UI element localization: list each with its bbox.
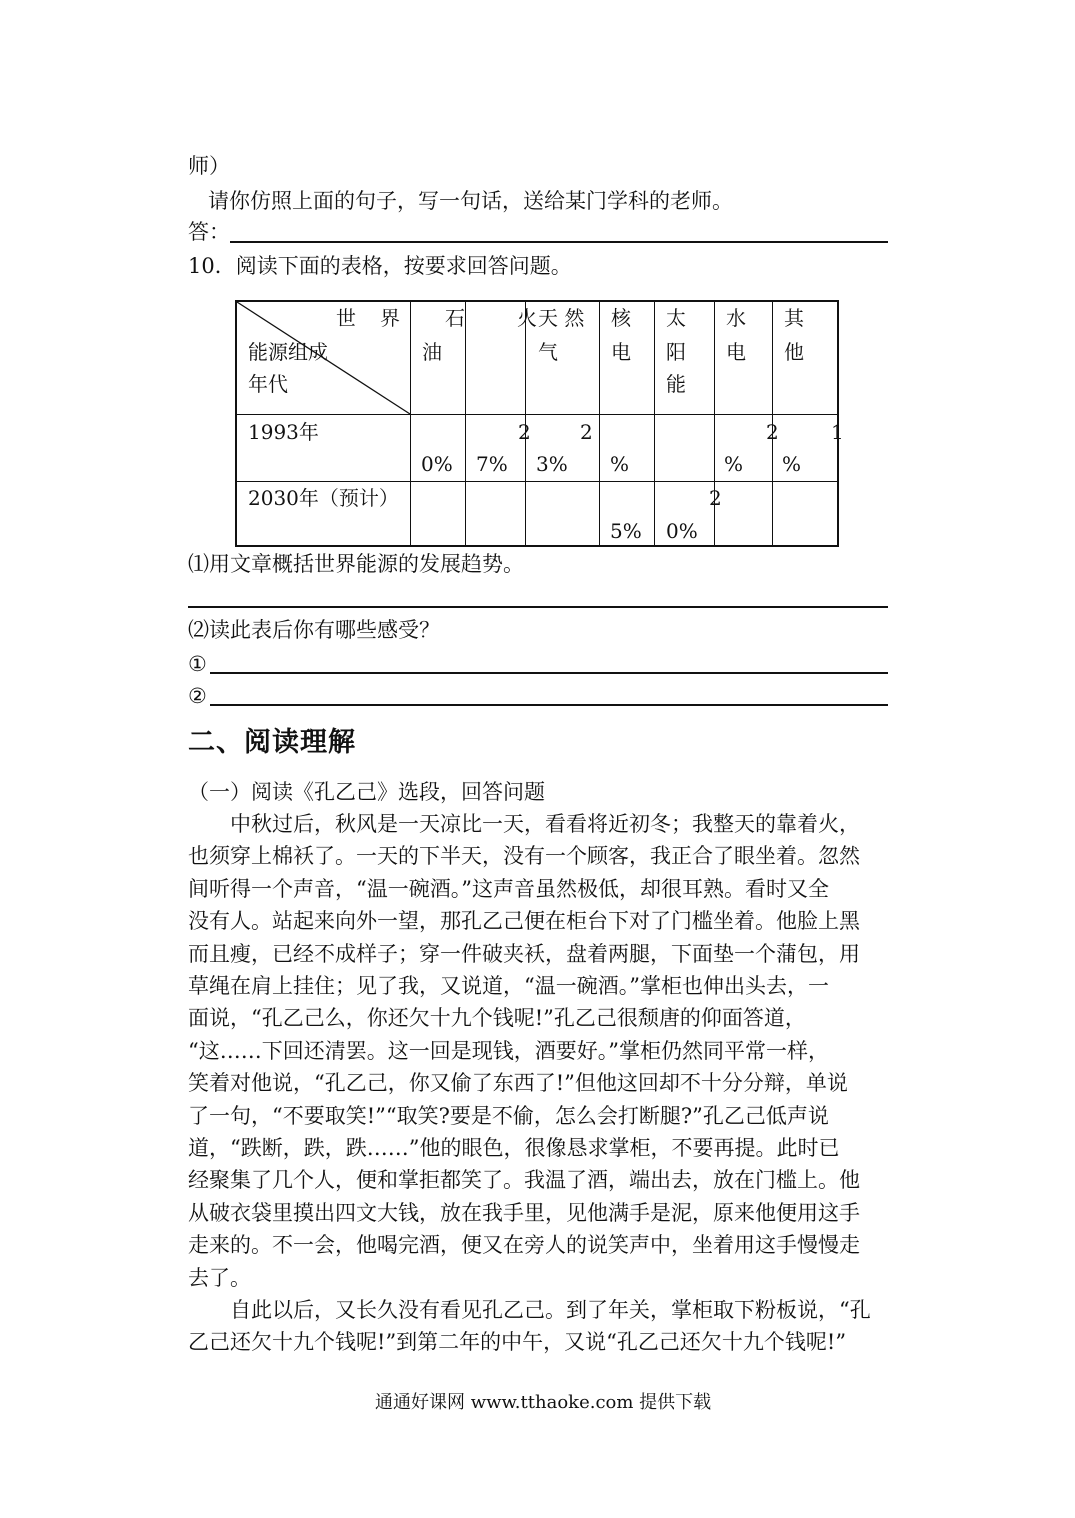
table-header-gas-1: 天 然 bbox=[538, 306, 585, 330]
table-col-divider bbox=[599, 300, 600, 547]
table-cell-clipped: 2 bbox=[518, 420, 531, 444]
table-cell: 2 bbox=[580, 420, 593, 444]
answer-marker-2: ② bbox=[188, 684, 207, 708]
table-cell-clipped: 1 bbox=[831, 420, 844, 444]
table-cell: 5% bbox=[610, 519, 642, 543]
sub-question-1: ⑴用文章概括世界能源的发展趋势。 bbox=[188, 552, 524, 576]
passage-line: 也须穿上棉袄了。一天的下半天，没有一个顾客，我正合了眼坐着。忽然 bbox=[188, 844, 860, 869]
table-cell: 0% bbox=[421, 452, 453, 476]
passage-line: 面说，“孔乙己么，你还欠十九个钱呢!”孔乙己很颓唐的仰面答道， bbox=[188, 1006, 806, 1031]
table-header-nuclear-1: 核 bbox=[611, 306, 631, 330]
table-col-divider bbox=[465, 300, 466, 547]
table-row-label-2030: 2030年（预计） bbox=[248, 486, 399, 510]
table-cell-clipped: 2 bbox=[709, 486, 722, 510]
answer-blank-line[interactable] bbox=[210, 672, 888, 674]
passage-line: “这……下回还清罢。这一回是现钱，酒要好。”掌柜仍然同平常一样， bbox=[188, 1038, 829, 1063]
passage-line: 自此以后，又长久没有看见孔乙己。到了年关，掌柜取下粉板说，“孔 bbox=[188, 1298, 871, 1322]
table-cell: 0% bbox=[666, 519, 698, 543]
passage-line: 从破衣袋里摸出四文大钱，放在我手里，见他满手是泥，原来他便用这手 bbox=[188, 1200, 860, 1225]
section-subheading: （一）阅读《孔乙己》选段，回答问题 bbox=[188, 780, 545, 804]
table-cell-clipped: 2 bbox=[766, 420, 779, 444]
passage-line: 了一句，“不要取笑!”“取笑?要是不偷，怎么会打断腿?”孔乙己低声说 bbox=[188, 1103, 829, 1128]
sub-question-2: ⑵读此表后你有哪些感受？ bbox=[188, 618, 440, 642]
passage-line: 道，“跌断，跌，跌……”他的眼色，很像恳求掌柜，不要再提。此时已 bbox=[188, 1136, 840, 1161]
table-header-nuclear-2: 电 bbox=[611, 340, 631, 364]
passage-line: 间听得一个声音，“温一碗酒。”这声音虽然极低，却很耳熟。看时又全 bbox=[188, 876, 829, 901]
table-corner-mid: 能源组成 bbox=[248, 340, 328, 364]
table-header-hydro-1: 水 bbox=[726, 306, 746, 330]
passage-line: 笑着对他说，“孔乙己，你又偷了东西了!”但他这回却不十分分辩，单说 bbox=[188, 1071, 848, 1096]
passage-line: 经聚集了几个人，便和掌拒都笑了。我温了酒，端出去，放在门槛上。他 bbox=[188, 1168, 860, 1193]
table-cell: % bbox=[610, 452, 630, 476]
table-header-oil-1: 石 bbox=[445, 306, 465, 330]
table-corner-top: 世 界 bbox=[336, 306, 402, 330]
passage-line: 中秋过后，秋风是一天凉比一天，看看将近初冬；我整天的靠着火， bbox=[188, 812, 860, 836]
continued-line: 师） bbox=[188, 154, 230, 178]
table-corner-bottom: 年代 bbox=[248, 372, 288, 396]
table-cell: % bbox=[782, 452, 802, 476]
passage-paragraph-2 bbox=[188, 1294, 888, 1359]
instruction-line: 请你仿照上面的句子，写一句话，送给某门学科的老师。 bbox=[208, 189, 733, 213]
table-header-oil-2: 油 bbox=[422, 340, 442, 364]
passage-line: 而且瘦，已经不成样子；穿一件破夹袄，盘着两腿，下面垫一个蒲包，用 bbox=[188, 941, 860, 966]
passage-line: 草绳在肩上挂住；见了我，又说道，“温一碗酒。”掌柜也伸出头去，一 bbox=[188, 974, 829, 999]
table-row-label-1993: 1993年 bbox=[248, 420, 319, 444]
answer-label: 答： bbox=[188, 220, 230, 244]
table-cell: % bbox=[724, 452, 744, 476]
table-cell: 3% bbox=[536, 452, 568, 476]
table-header-other-2: 他 bbox=[784, 340, 804, 364]
table-header-hydro-2: 电 bbox=[726, 340, 746, 364]
passage-paragraph-1 bbox=[188, 808, 888, 1294]
page-footer: 通通好课网 www.tthaoke.com 提供下载 bbox=[375, 1392, 712, 1413]
table-header-clipped: 火 bbox=[517, 306, 537, 330]
question-10: 10．阅读下面的表格，按要求回答问题。 bbox=[188, 254, 572, 278]
table-col-divider bbox=[654, 300, 655, 547]
answer-marker-1: ① bbox=[188, 652, 207, 676]
table-header-gas-2: 气 bbox=[538, 340, 558, 364]
section-heading: 二、阅读理解 bbox=[188, 727, 356, 758]
answer-blank-line[interactable] bbox=[188, 606, 888, 608]
table-cell: 7% bbox=[476, 452, 508, 476]
passage-line: 乙己还欠十九个钱呢!”到第二年的中午，又说“孔乙己还欠十九个钱呢!” bbox=[188, 1330, 847, 1355]
table-header-solar-2: 阳 bbox=[666, 340, 686, 364]
answer-blank-line[interactable] bbox=[230, 241, 888, 243]
passage-line: 没有人。站起来向外一望，那孔乙己便在柜台下对了门槛坐着。他脸上黑 bbox=[188, 909, 860, 934]
table-header-other-1: 其 bbox=[784, 306, 804, 330]
table-header-solar-1: 太 bbox=[666, 306, 686, 330]
passage-line: 去了。 bbox=[188, 1265, 251, 1290]
table-header-solar-3: 能 bbox=[666, 372, 686, 396]
passage-line: 走来的。不一会，他喝完酒，便又在旁人的说笑声中，坐着用这手慢慢走 bbox=[188, 1233, 860, 1258]
answer-blank-line[interactable] bbox=[210, 704, 888, 706]
